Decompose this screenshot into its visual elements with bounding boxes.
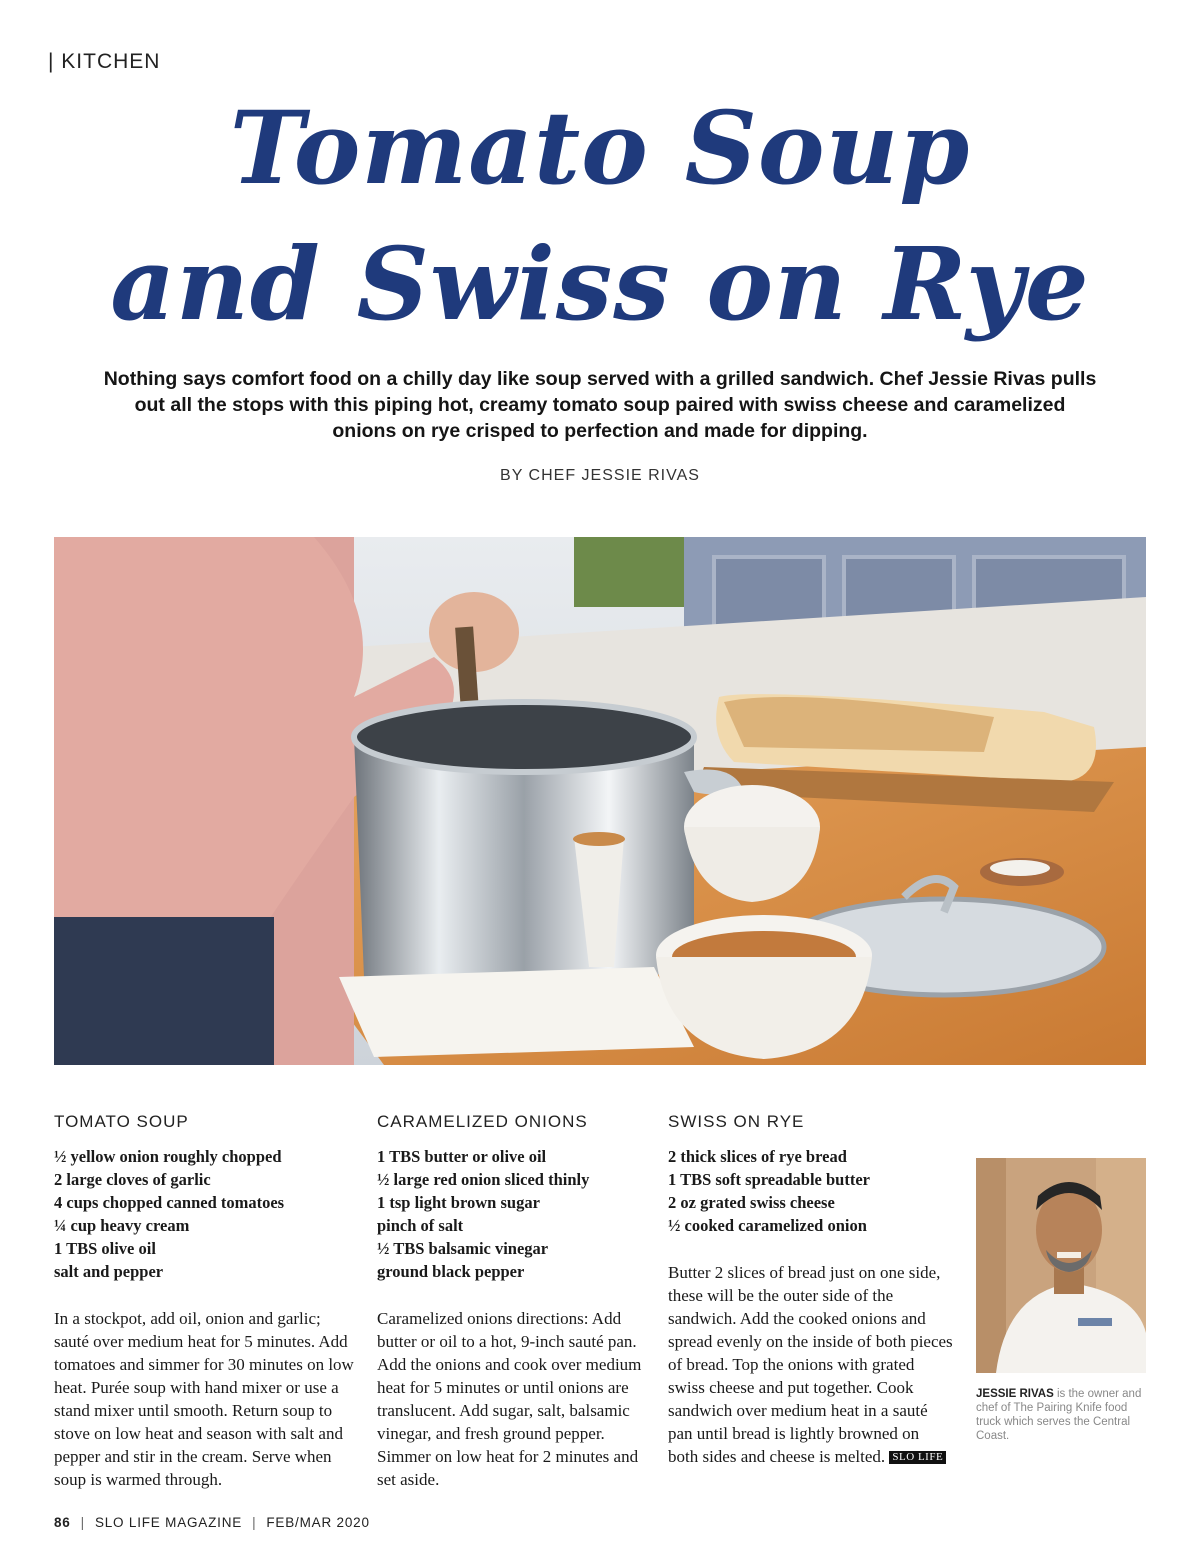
- recipe-directions: Caramelized onions directions: Add butter or oil to a hot, 9-inch sauté pan. Add the onions and cook over medium heat for 5 minutes or until onions are translucent. Add sugar, salt, balsamic vinegar, and fresh ground pepper. Simmer on low heat for 2 minutes and set aside.: [377, 1309, 642, 1489]
- cooking-scene-illustration: [54, 537, 1146, 1065]
- ingredient: 1 tsp light brown sugar: [377, 1193, 540, 1212]
- ingredient: ½ TBS balsamic vinegar: [377, 1239, 549, 1258]
- page-footer: [54, 1515, 370, 1530]
- byline: BY CHEF JESSIE RIVAS: [500, 467, 700, 484]
- recipe-heading: SWISS ON RYE: [668, 1112, 805, 1131]
- recipe-directions: In a stockpot, add oil, onion and garlic; sauté over medium heat for 5 minutes. Add tomatoes and simmer for 30 minutes on low heat. Purée soup with hand mixer or use a stand mixer until smooth. Return soup to stove on low heat and season with salt and pepper and stir in the cream. Serve when soup is warmed through.: [54, 1309, 354, 1489]
- ingredient: 1 TBS butter or olive oil: [377, 1147, 547, 1166]
- ingredient: ½ cooked caramelized onion: [668, 1216, 867, 1235]
- ingredient-list: [377, 1145, 652, 1283]
- directions-text: Butter 2 slices of bread just on one side, these will be the outer side of the sandwich. Add the cooked onions and spread evenly on the inside of both pieces of bread. Top the onions with grated swiss cheese and put together. Cook sandwich over medium heat in a sauté pan until bread is lightly browned on both sides and cheese is melted.: [668, 1263, 953, 1466]
- footer-separator: |: [80, 1515, 85, 1530]
- recipe-heading: CARAMELIZED ONIONS: [377, 1112, 588, 1131]
- chef-bio: [976, 1387, 1151, 1443]
- ingredient: salt and pepper: [54, 1262, 164, 1281]
- bio-text: is the owner and chef of The Pairing Knife food truck which serves the Central Coast.: [976, 1388, 1142, 1442]
- recipe-tomato-soup: [54, 1110, 359, 1491]
- title-line-2: and Swiss on Rye: [110, 225, 1090, 343]
- chef-name: JESSIE RIVAS: [976, 1388, 1054, 1400]
- ingredient: 4 cups chopped canned tomatoes: [54, 1193, 285, 1212]
- ingredient-list: [668, 1145, 953, 1237]
- chef-portrait-illustration: [976, 1158, 1146, 1373]
- ingredient: 1 TBS soft spreadable butter: [668, 1170, 870, 1189]
- ingredient: ground black pepper: [377, 1262, 525, 1281]
- chef-portrait: [976, 1158, 1146, 1373]
- ingredient: 1 TBS olive oil: [54, 1239, 156, 1258]
- end-mark: SLO LIFE: [889, 1451, 946, 1464]
- magazine-name: SLO LIFE MAGAZINE: [94, 1515, 243, 1530]
- footer-separator: |: [252, 1515, 257, 1530]
- ingredient: 2 thick slices of rye bread: [668, 1147, 847, 1166]
- recipe-heading: TOMATO SOUP: [54, 1112, 189, 1131]
- hero-photo: [54, 537, 1146, 1065]
- ingredient: ¼ cup heavy cream: [54, 1216, 190, 1235]
- ingredient: 2 oz grated swiss cheese: [668, 1193, 835, 1212]
- ingredient: pinch of salt: [377, 1216, 464, 1235]
- ingredient: ½ large red onion sliced thinly: [377, 1170, 590, 1189]
- ingredient: 2 large cloves of garlic: [54, 1170, 211, 1189]
- recipe-caramelized-onions: [377, 1110, 652, 1491]
- ingredient: ½ yellow onion roughly chopped: [54, 1147, 282, 1166]
- section-tag: | KITCHEN: [48, 50, 161, 73]
- intro-text: Nothing says comfort food on a chilly day like soup served with a grilled sandwich. Chef Jessie Rivas pulls out all the stops with this piping hot, creamy tomato soup paired with swiss cheese and caramelized onions on rye crisped to perfection and made for dipping.: [103, 368, 1097, 442]
- title-line-1: Tomato Soup: [229, 89, 971, 207]
- recipe-directions: [668, 1261, 953, 1468]
- ingredient-list: [54, 1145, 359, 1283]
- issue-date: FEB/MAR 2020: [266, 1515, 370, 1530]
- recipe-swiss-on-rye: [668, 1110, 953, 1468]
- article-title: [0, 80, 1200, 352]
- page-number: 86: [54, 1515, 71, 1530]
